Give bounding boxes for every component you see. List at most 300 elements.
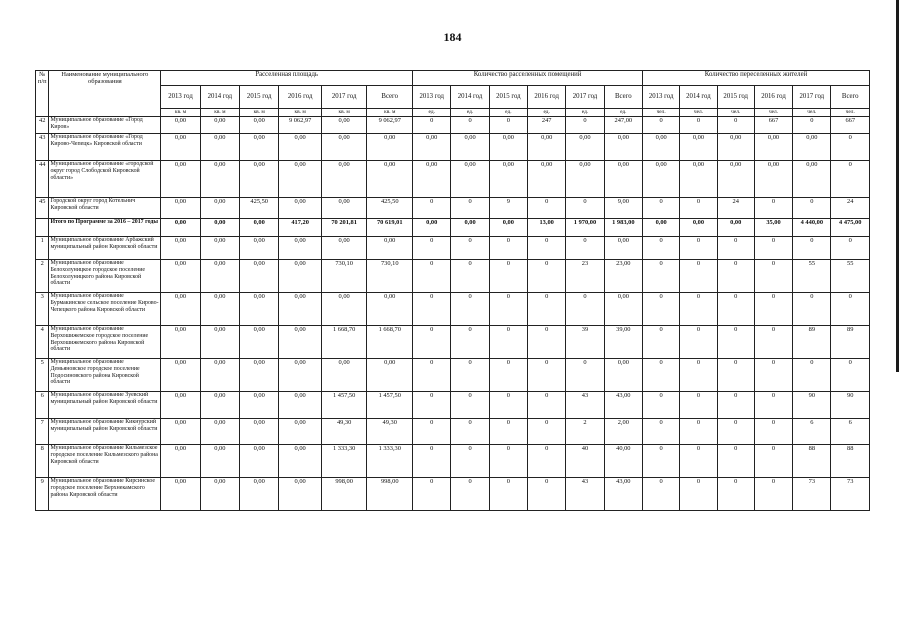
year-header-rooms-3: 2016 год [528, 86, 566, 109]
rooms-cell: 43,00 [604, 478, 642, 511]
unit-header-rooms-5: ед. [604, 109, 642, 117]
people-cell: 0,00 [643, 161, 680, 198]
area-cell: 0,00 [279, 293, 321, 326]
rooms-cell: 0 [489, 392, 527, 419]
rooms-cell: 0 [528, 359, 566, 392]
area-cell: 0,00 [367, 293, 413, 326]
people-cell: 0 [680, 419, 717, 445]
area-cell: 0,00 [367, 237, 413, 260]
unit-header-people-0: чел. [643, 109, 680, 117]
people-cell: 0 [754, 392, 792, 419]
table-row [36, 237, 870, 260]
row-number: 44 [36, 161, 49, 198]
rooms-cell: 0,00 [489, 134, 527, 161]
total-row [36, 219, 870, 237]
people-cell: 0 [717, 293, 754, 326]
area-cell: 0,00 [200, 478, 239, 511]
area-cell: 0,00 [161, 445, 200, 478]
area-cell: 9 062,97 [367, 117, 413, 134]
area-cell: 0,00 [161, 359, 200, 392]
people-cell: 0 [754, 293, 792, 326]
year-header-people-4: 2017 год [793, 86, 831, 109]
row-number: 42 [36, 117, 49, 134]
area-cell: 0,00 [279, 260, 321, 293]
area-cell: 0,00 [240, 293, 279, 326]
people-cell: 0 [680, 392, 717, 419]
people-cell: 4 475,00 [831, 219, 870, 237]
people-cell: 0,00 [680, 134, 717, 161]
people-cell: 0 [643, 198, 680, 219]
unit-header-rooms-0: ед. [413, 109, 451, 117]
people-cell: 0 [717, 478, 754, 511]
rooms-cell: 39,00 [604, 326, 642, 359]
row-number: 7 [36, 419, 49, 445]
people-cell: 0 [754, 419, 792, 445]
area-cell: 425,50 [240, 198, 279, 219]
people-cell: 4 440,00 [793, 219, 831, 237]
municipality-name: Городской округ город Котельнич Кировской области [49, 198, 161, 219]
rooms-cell: 0,00 [604, 237, 642, 260]
people-cell: 0 [680, 359, 717, 392]
people-cell: 0 [680, 260, 717, 293]
unit-header-people-2: чел. [717, 109, 754, 117]
rooms-cell: 0 [413, 478, 451, 511]
area-cell: 0,00 [161, 117, 200, 134]
table-row [36, 478, 870, 511]
municipality-name: Муниципальное образование Белохолуницкое городское поселение Белохолуницкого района Кировской области [49, 260, 161, 293]
area-cell: 0,00 [161, 326, 200, 359]
area-cell: 70 619,01 [367, 219, 413, 237]
area-cell: 0,00 [200, 293, 239, 326]
people-cell: 0 [643, 478, 680, 511]
area-cell: 0,00 [200, 117, 239, 134]
municipality-name: Итого по Программе за 2016 – 2017 годы [49, 219, 161, 237]
rooms-cell: 0 [489, 237, 527, 260]
people-cell: 0,00 [643, 219, 680, 237]
people-cell: 0 [680, 117, 717, 134]
rooms-cell: 0,00 [604, 161, 642, 198]
area-cell: 0,00 [279, 134, 321, 161]
year-header-rooms-5: Всего [604, 86, 642, 109]
people-cell: 0 [793, 359, 831, 392]
unit-header-area-1: кв. м [200, 109, 239, 117]
area-cell: 0,00 [161, 237, 200, 260]
rooms-cell: 0,00 [489, 161, 527, 198]
rooms-cell: 0 [528, 198, 566, 219]
municipality-name: Муниципальное образование Арбажский муниципальный район Кировской области [49, 237, 161, 260]
row-number: 1 [36, 237, 49, 260]
people-cell: 55 [793, 260, 831, 293]
rooms-cell: 0,00 [566, 161, 604, 198]
people-cell: 0,00 [680, 161, 717, 198]
rooms-cell: 0 [413, 293, 451, 326]
people-cell: 0,00 [643, 134, 680, 161]
municipality-name: Муниципальное образование Бурмакинское сельское поселение Кирово-Чепецкого района Кировской области [49, 293, 161, 326]
table-row [36, 117, 870, 134]
rooms-cell: 0,00 [413, 134, 451, 161]
table-row [36, 134, 870, 161]
area-cell: 0,00 [240, 359, 279, 392]
year-header-people-3: 2016 год [754, 86, 792, 109]
rooms-cell: 0,00 [604, 359, 642, 392]
area-cell: 0,00 [321, 359, 367, 392]
year-header-area-0: 2013 год [161, 86, 200, 109]
year-header-rooms-1: 2014 год [451, 86, 489, 109]
area-cell: 0,00 [200, 237, 239, 260]
area-cell: 0,00 [161, 478, 200, 511]
people-cell: 6 [793, 419, 831, 445]
row-number: 43 [36, 134, 49, 161]
row-number: 8 [36, 445, 49, 478]
area-cell: 0,00 [161, 198, 200, 219]
page-number: 184 [443, 30, 462, 44]
rooms-cell: 0 [489, 293, 527, 326]
area-cell: 0,00 [240, 445, 279, 478]
rooms-cell: 0 [413, 392, 451, 419]
header-group-people: Количество переселенных жителей [643, 71, 870, 86]
people-cell: 0 [643, 359, 680, 392]
people-cell: 0 [754, 198, 792, 219]
rooms-cell: 0 [528, 392, 566, 419]
people-cell: 0 [793, 237, 831, 260]
area-cell: 0,00 [279, 198, 321, 219]
area-cell: 0,00 [240, 478, 279, 511]
row-number: 6 [36, 392, 49, 419]
people-cell: 0 [831, 293, 870, 326]
table-row [36, 359, 870, 392]
people-cell: 0 [793, 117, 831, 134]
rooms-cell: 0 [489, 260, 527, 293]
area-cell: 998,00 [367, 478, 413, 511]
rooms-cell: 0 [566, 359, 604, 392]
people-cell: 0 [680, 293, 717, 326]
unit-header-area-2: кв. м [240, 109, 279, 117]
people-cell: 0 [643, 326, 680, 359]
people-cell: 0 [754, 237, 792, 260]
rooms-cell: 0 [413, 260, 451, 293]
rooms-cell: 0,00 [489, 219, 527, 237]
area-cell: 0,00 [279, 478, 321, 511]
rooms-cell: 0,00 [413, 219, 451, 237]
rooms-cell: 0 [413, 237, 451, 260]
area-cell: 998,00 [321, 478, 367, 511]
rooms-cell: 0 [413, 117, 451, 134]
rooms-cell: 0 [489, 359, 527, 392]
rooms-cell: 0 [451, 117, 489, 134]
row-number: 2 [36, 260, 49, 293]
header-no: № п/п [36, 71, 49, 117]
people-cell: 0 [754, 260, 792, 293]
area-cell: 0,00 [200, 161, 239, 198]
unit-header-people-4: чел. [793, 109, 831, 117]
rooms-cell: 0 [413, 198, 451, 219]
area-cell: 730,10 [367, 260, 413, 293]
people-cell: 0 [680, 478, 717, 511]
rooms-cell: 0 [489, 326, 527, 359]
rooms-cell: 0 [528, 326, 566, 359]
unit-header-people-5: чел. [831, 109, 870, 117]
people-cell: 0 [793, 198, 831, 219]
people-cell: 0,00 [754, 161, 792, 198]
people-cell: 0 [754, 359, 792, 392]
table-row [36, 419, 870, 445]
rooms-cell: 0,00 [604, 293, 642, 326]
area-cell: 0,00 [321, 237, 367, 260]
rooms-cell: 0 [566, 237, 604, 260]
people-cell: 0 [831, 134, 870, 161]
unit-header-rooms-1: ед. [451, 109, 489, 117]
rooms-cell: 0,00 [528, 134, 566, 161]
people-cell: 0 [831, 237, 870, 260]
area-cell: 0,00 [200, 134, 239, 161]
people-cell: 0 [831, 359, 870, 392]
unit-header-people-3: чел. [754, 109, 792, 117]
people-cell: 667 [754, 117, 792, 134]
rooms-cell: 9 [489, 198, 527, 219]
area-cell: 0,00 [240, 161, 279, 198]
people-cell: 6 [831, 419, 870, 445]
resettlement-table [35, 70, 870, 511]
people-cell: 0,00 [793, 134, 831, 161]
row-number: 45 [36, 198, 49, 219]
unit-header-area-5: кв. м [367, 109, 413, 117]
rooms-cell: 0 [489, 445, 527, 478]
area-cell: 0,00 [367, 134, 413, 161]
people-cell: 73 [793, 478, 831, 511]
year-header-area-5: Всего [367, 86, 413, 109]
year-header-rooms-4: 2017 год [566, 86, 604, 109]
area-cell: 1 333,30 [367, 445, 413, 478]
area-cell: 0,00 [240, 392, 279, 419]
table-row [36, 161, 870, 198]
people-cell: 0 [717, 419, 754, 445]
people-cell: 0,00 [717, 219, 754, 237]
rooms-cell: 0 [489, 419, 527, 445]
people-cell: 88 [831, 445, 870, 478]
area-cell: 0,00 [200, 198, 239, 219]
area-cell: 0,00 [240, 219, 279, 237]
people-cell: 73 [831, 478, 870, 511]
rooms-cell: 0 [566, 293, 604, 326]
area-cell: 0,00 [240, 117, 279, 134]
area-cell: 0,00 [321, 293, 367, 326]
people-cell: 0 [680, 198, 717, 219]
people-cell: 0 [717, 392, 754, 419]
rooms-cell: 0 [413, 326, 451, 359]
people-cell: 0,00 [717, 134, 754, 161]
area-cell: 1 457,50 [321, 392, 367, 419]
area-cell: 0,00 [279, 445, 321, 478]
header-name: Наименование муниципального образования [49, 71, 161, 117]
people-cell: 24 [831, 198, 870, 219]
row-number: 3 [36, 293, 49, 326]
people-cell: 0,00 [754, 134, 792, 161]
area-cell: 0,00 [200, 260, 239, 293]
area-cell: 0,00 [279, 237, 321, 260]
people-cell: 0 [717, 117, 754, 134]
people-cell: 0 [717, 237, 754, 260]
rooms-cell: 13,00 [528, 219, 566, 237]
area-cell: 0,00 [200, 219, 239, 237]
rooms-cell: 2 [566, 419, 604, 445]
area-cell: 0,00 [161, 293, 200, 326]
area-cell: 417,20 [279, 219, 321, 237]
header-years-row [36, 86, 870, 109]
area-cell: 0,00 [200, 445, 239, 478]
municipality-name: Муниципальное образование Кикнурский муниципальный район Кировской области [49, 419, 161, 445]
people-cell: 0 [643, 117, 680, 134]
area-cell: 49,30 [367, 419, 413, 445]
area-cell: 0,00 [200, 392, 239, 419]
area-cell: 0,00 [200, 419, 239, 445]
area-cell: 1 668,70 [367, 326, 413, 359]
area-cell: 0,00 [161, 260, 200, 293]
row-number: 4 [36, 326, 49, 359]
rooms-cell: 39 [566, 326, 604, 359]
municipality-name: Муниципальное образование Зуевский муниципальный район Кировской области [49, 392, 161, 419]
area-cell: 0,00 [161, 134, 200, 161]
rooms-cell: 0 [566, 198, 604, 219]
rooms-cell: 0 [451, 260, 489, 293]
row-number: 9 [36, 478, 49, 511]
rooms-cell: 2,00 [604, 419, 642, 445]
rooms-cell: 0 [451, 392, 489, 419]
unit-header-area-3: кв. м [279, 109, 321, 117]
people-cell: 667 [831, 117, 870, 134]
area-cell: 0,00 [161, 392, 200, 419]
area-cell: 0,00 [367, 161, 413, 198]
area-cell: 0,00 [240, 419, 279, 445]
unit-header-rooms-2: ед. [489, 109, 527, 117]
people-cell: 0 [717, 260, 754, 293]
table-row [36, 392, 870, 419]
people-cell: 89 [793, 326, 831, 359]
rooms-cell: 0 [489, 478, 527, 511]
people-cell: 0 [643, 260, 680, 293]
municipality-name: Муниципальное образование Демьяновское городское поселение Подосиновского района Кировской области [49, 359, 161, 392]
area-cell: 0,00 [161, 419, 200, 445]
area-cell: 425,50 [367, 198, 413, 219]
area-cell: 0,00 [321, 161, 367, 198]
rooms-cell: 0 [451, 198, 489, 219]
people-cell: 0,00 [717, 161, 754, 198]
year-header-area-4: 2017 год [321, 86, 367, 109]
rooms-cell: 0 [489, 117, 527, 134]
unit-header-rooms-3: ед. [528, 109, 566, 117]
people-cell: 0 [643, 445, 680, 478]
area-cell: 0,00 [240, 237, 279, 260]
header-group-area: Расселенная площадь [161, 71, 413, 86]
rooms-cell: 0 [528, 260, 566, 293]
rooms-cell: 247 [528, 117, 566, 134]
row-number [36, 219, 49, 237]
unit-header-area-0: кв. м [161, 109, 200, 117]
people-cell: 0 [831, 161, 870, 198]
year-header-rooms-2: 2015 год [489, 86, 527, 109]
year-header-area-2: 2015 год [240, 86, 279, 109]
area-cell: 0,00 [279, 419, 321, 445]
municipality-name: Муниципальное образование Кирсинское городское поселение Верхнекамского района Кировской области [49, 478, 161, 511]
rooms-cell: 0 [528, 237, 566, 260]
rooms-cell: 40 [566, 445, 604, 478]
scan-edge-mark [896, 0, 899, 372]
area-cell: 0,00 [240, 326, 279, 359]
rooms-cell: 0 [413, 359, 451, 392]
area-cell: 1 668,70 [321, 326, 367, 359]
area-cell: 0,00 [279, 392, 321, 419]
table-row [36, 198, 870, 219]
rooms-cell: 1 983,00 [604, 219, 642, 237]
rooms-cell: 0,00 [604, 134, 642, 161]
rooms-cell: 0 [413, 445, 451, 478]
rooms-cell: 0 [451, 419, 489, 445]
rooms-cell: 40,00 [604, 445, 642, 478]
people-cell: 0 [680, 326, 717, 359]
area-cell: 0,00 [279, 359, 321, 392]
rooms-cell: 0 [566, 117, 604, 134]
people-cell: 0 [754, 478, 792, 511]
area-cell: 9 062,97 [279, 117, 321, 134]
rooms-cell: 247,00 [604, 117, 642, 134]
area-cell: 0,00 [321, 134, 367, 161]
header-units-row [36, 109, 870, 117]
area-cell: 0,00 [321, 117, 367, 134]
rooms-cell: 0 [528, 478, 566, 511]
year-header-people-1: 2014 год [680, 86, 717, 109]
area-cell: 0,00 [279, 326, 321, 359]
people-cell: 24 [717, 198, 754, 219]
people-cell: 0 [643, 293, 680, 326]
table-row [36, 445, 870, 478]
rooms-cell: 1 970,00 [566, 219, 604, 237]
people-cell: 90 [831, 392, 870, 419]
rooms-cell: 0,00 [413, 161, 451, 198]
table-body [36, 117, 870, 511]
area-cell: 1 457,50 [367, 392, 413, 419]
people-cell: 0 [680, 237, 717, 260]
people-cell: 0,00 [680, 219, 717, 237]
area-cell: 0,00 [200, 359, 239, 392]
rooms-cell: 9,00 [604, 198, 642, 219]
table-row [36, 326, 870, 359]
year-header-area-3: 2016 год [279, 86, 321, 109]
area-cell: 0,00 [200, 326, 239, 359]
people-cell: 35,00 [754, 219, 792, 237]
rooms-cell: 0 [451, 293, 489, 326]
rooms-cell: 0,00 [451, 134, 489, 161]
people-cell: 0 [717, 359, 754, 392]
rooms-cell: 0,00 [451, 219, 489, 237]
area-cell: 0,00 [240, 134, 279, 161]
unit-header-people-1: чел. [680, 109, 717, 117]
people-cell: 0 [717, 326, 754, 359]
area-cell: 0,00 [279, 161, 321, 198]
area-cell: 0,00 [367, 359, 413, 392]
rooms-cell: 0,00 [451, 161, 489, 198]
people-cell: 0 [680, 445, 717, 478]
people-cell: 90 [793, 392, 831, 419]
rooms-cell: 0,00 [566, 134, 604, 161]
rooms-cell: 0,00 [528, 161, 566, 198]
people-cell: 0 [793, 293, 831, 326]
people-cell: 0 [643, 419, 680, 445]
rooms-cell: 43,00 [604, 392, 642, 419]
people-cell: 0,00 [793, 161, 831, 198]
people-cell: 88 [793, 445, 831, 478]
people-cell: 0 [754, 326, 792, 359]
year-header-area-1: 2014 год [200, 86, 239, 109]
area-cell: 1 333,30 [321, 445, 367, 478]
